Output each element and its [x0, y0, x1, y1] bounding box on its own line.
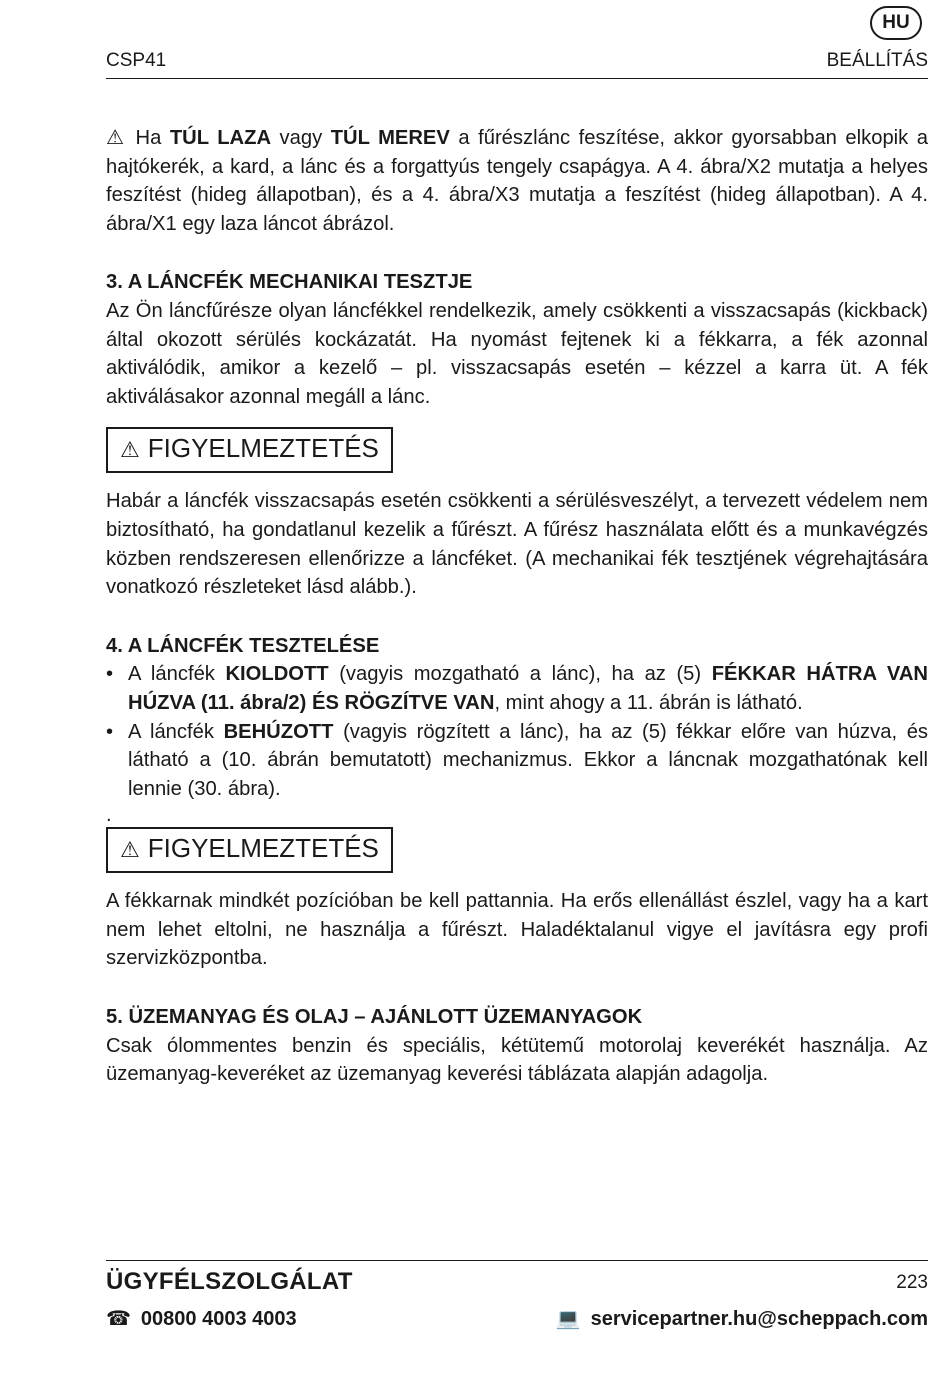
brake-test-list — [106, 660, 928, 803]
phone-number: 00800 4003 4003 — [140, 1308, 297, 1330]
warning-triangle-icon: ⚠ — [106, 127, 127, 149]
warning-box-2 — [106, 827, 393, 873]
header-divider — [106, 78, 928, 79]
chain-tension-paragraph — [106, 124, 928, 238]
warning-triangle-icon: ⚠ — [120, 437, 140, 463]
section-4-heading: 4. A LÁNCFÉK TESZTELÉSE — [106, 634, 380, 657]
customer-service-title: ÜGYFÉLSZOLGÁLAT — [106, 1268, 353, 1295]
bold-run: TÚL LAZA — [169, 127, 272, 149]
text-run: , mint ahogy a 11. ábrán is látható. — [494, 691, 803, 714]
section-title: BEÁLLÍTÁS — [826, 50, 928, 71]
text-run: (vagyis rögzített a lánc), ha az (5) fékkar előre van húzva, és látható a (10. ábrán bemutatott) mechanizmus. Ekkor a láncnak mozgathatónak kell lennie (30. ábra). — [128, 720, 929, 800]
text-run: a fűrészlánc feszítése, akkor gyorsabban elkopik a hajtókerék, a kard, a lánc és a forgattyús tengely csapágya. A 4. ábra/X2 mutatja a helyes feszítést (hideg állapotban), és a 4. ábra/X3 mutatja a feszítést (hideg állapotban). A 4. ábra/X1 egy laza láncot ábrázol. — [106, 127, 928, 235]
bold-run: FÉKKAR HÁTRA VAN HÚZVA (11. ábra/2) ÉS RÖGZÍTVE VAN — [128, 663, 928, 714]
warning-label: FIGYELMEZTETÉS — [147, 433, 379, 464]
text-run: (vagyis mozgatható a lánc), ha az (5) — [328, 663, 712, 686]
phone-contact — [106, 1306, 297, 1331]
telephone-icon: ☎ — [106, 1308, 131, 1330]
warning-2-text: A fékkarnak mindkét pozícióban be kell pattannia. Ha erős ellenállást észlel, vagy ha a kart nem lehet eltolni, ne használja a fűrészt. Haladéktalanul vigye el javításra egy profi szervizközpontba. — [106, 890, 928, 970]
warning-triangle-icon: ⚠ — [120, 837, 140, 863]
bullet-icon: • — [106, 663, 114, 686]
laptop-icon: 💻 — [555, 1308, 581, 1330]
email-address[interactable]: servicepartner.hu@scheppach.com — [590, 1308, 928, 1330]
text-run: Ha — [127, 127, 170, 149]
language-badge: HU — [870, 6, 922, 40]
bold-run: TÚL MEREV — [330, 127, 450, 149]
page-number: 223 — [896, 1272, 928, 1293]
section-3-heading: 3. A LÁNCFÉK MECHANIKAI TESZTJE — [106, 271, 473, 294]
section-5-heading: 5. ÜZEMANYAG ÉS OLAJ – AJÁNLOTT ÜZEMANYAGOK — [106, 1006, 643, 1029]
text-run: A láncfék — [128, 663, 226, 686]
section-3-text: Az Ön láncfűrésze olyan láncfékkel rendelkezik, amely csökkenti a visszacsapás (kickback) által okozott sérülés kockázatát. Ha nyomást fejtenek ki a fékkarra, a fék azonnal aktiválódik, amikor a kezelő – pl. visszacsapás esetén – kézzel a karra üt. A fék aktiválásakor azonnal megáll a lánc. — [106, 299, 928, 408]
warning-box-1 — [106, 427, 393, 473]
text-run: A láncfék — [128, 720, 224, 743]
warning-label: FIGYELMEZTETÉS — [147, 833, 379, 864]
bold-run: KIOLDOTT — [225, 663, 329, 686]
footer-divider — [106, 1260, 928, 1261]
stray-dot: . — [106, 804, 112, 827]
section-5-text: Csak ólommentes benzin és speciális, kétütemű motorolaj keverékét használja. Az üzemanyag-keveréket az üzemanyag keverési táblázata alapján adagolja. — [106, 1034, 928, 1086]
model-label: CSP41 — [106, 50, 167, 71]
list-item — [106, 660, 928, 717]
list-item — [106, 718, 928, 804]
bullet-icon: • — [106, 720, 114, 743]
page-content — [106, 124, 928, 1089]
email-contact — [556, 1306, 928, 1331]
text-run: vagy — [271, 127, 331, 149]
bold-run: BEHÚZOTT — [223, 720, 334, 743]
warning-1-text: Habár a láncfék visszacsapás esetén csökkenti a sérülésveszélyt, a tervezett védelem nem biztosítható, ha gondatlanul kezelik a fűrészt. A fűrész használata előtt és a munkavégzés közben rendszeresen ellenőrizze a láncféket. (A mechanikai fék tesztjének végrehajtására vonatkozó részleteket lásd alább.). — [106, 490, 928, 599]
